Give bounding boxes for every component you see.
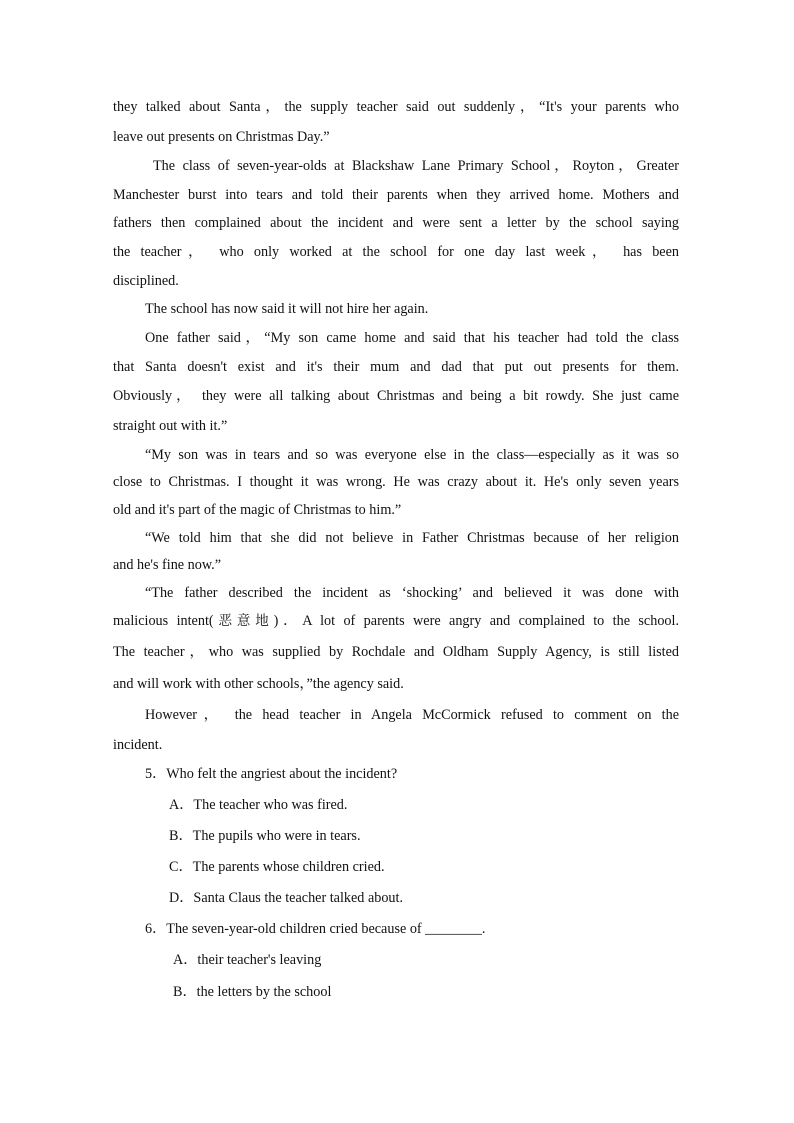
paragraph-line: straight out with it.” (113, 418, 228, 434)
paragraph-line: they talked about Santa，the supply teacher said out suddenly，“It's your parents who (113, 99, 679, 115)
paragraph-line: old and it's part of the magic of Christmas to him.” (113, 502, 402, 518)
paragraph-line: disciplined. (113, 273, 179, 289)
paragraph-line: and he's fine now.” (113, 557, 222, 573)
paragraph-line: that Santa doesn't exist and it's their mum and dad that put out presents for them. (113, 359, 679, 375)
answer-option: A．their teacher's leaving (173, 952, 322, 968)
question-stem: 6．The seven-year-old children cried because of ________. (145, 921, 486, 937)
paragraph-line: close to Christmas. I thought it was wrong. He was crazy about it. He's only seven years (113, 474, 679, 490)
paragraph-line: “The father described the incident as ‘shocking’ and believed it was done with (145, 585, 679, 601)
paragraph-line: “My son was in tears and so was everyone else in the class—especially as it was so (145, 447, 679, 463)
answer-option: D．Santa Claus the teacher talked about. (169, 890, 404, 906)
paragraph-line: malicious intent(恶意地)．A lot of parents were angry and complained to the school. (113, 613, 679, 629)
answer-option: B．the letters by the school (173, 984, 332, 1000)
paragraph-line: Manchester burst into tears and told their parents when they arrived home. Mothers and (113, 187, 679, 203)
answer-option: A．The teacher who was fired. (169, 797, 348, 813)
paragraph-line: “We told him that she did not believe in Father Christmas because of her religion (145, 530, 679, 546)
paragraph-line: and will work with other schools，”the agency said. (113, 676, 404, 692)
paragraph-line: The class of seven-year-olds at Blackshaw Lane Primary School，Royton，Greater (153, 158, 679, 174)
paragraph-line: The teacher，who was supplied by Rochdale and Oldham Supply Agency, is still listed (113, 644, 679, 660)
answer-option: C．The parents whose children cried. (169, 859, 385, 875)
paragraph-line: fathers then complained about the incident and were sent a letter by the school saying (113, 215, 679, 231)
question-stem: 5．Who felt the angriest about the incident? (145, 766, 398, 782)
answer-option: B．The pupils who were in tears. (169, 828, 361, 844)
paragraph-line: One father said，“My son came home and said that his teacher had told the class (145, 330, 679, 346)
paragraph-line: incident. (113, 737, 163, 753)
paragraph-line: Obviously， they were all talking about Christmas and being a bit rowdy. She just came (113, 388, 679, 404)
paragraph-line: leave out presents on Christmas Day.” (113, 129, 330, 145)
paragraph-line: However， the head teacher in Angela McCormick refused to comment on the (145, 707, 679, 723)
paragraph-line: The school has now said it will not hire her again. (145, 301, 429, 317)
paragraph-line: the teacher， who only worked at the school for one day last week， has been (113, 244, 679, 260)
